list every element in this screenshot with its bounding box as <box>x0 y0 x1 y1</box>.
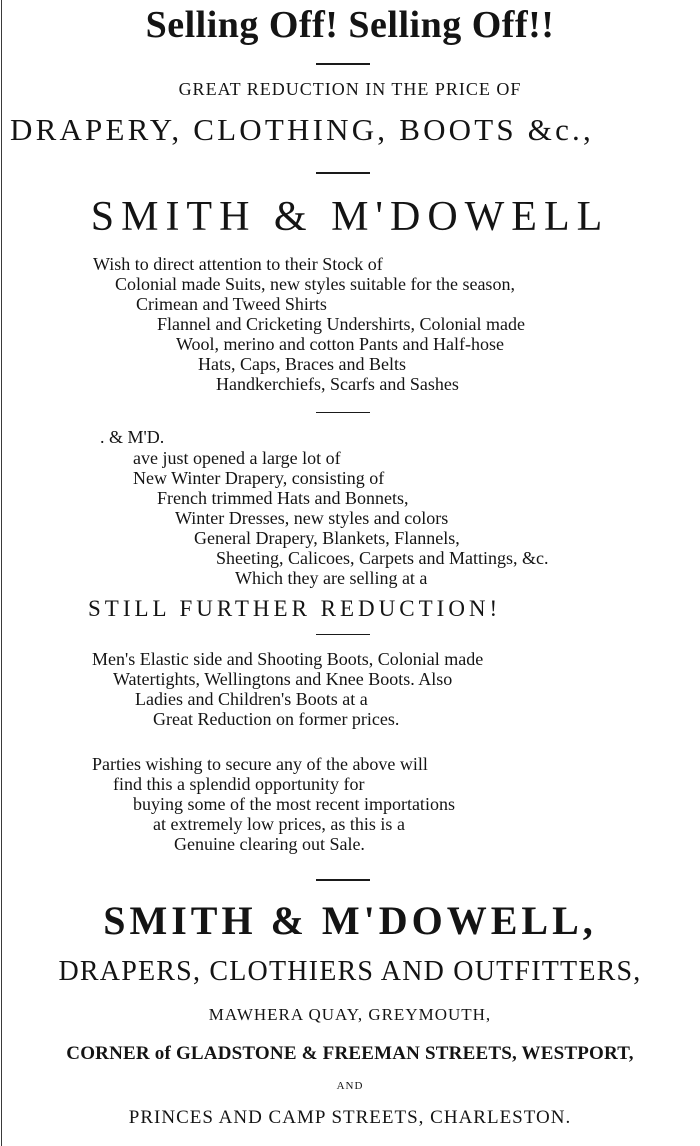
reduction-banner: STILL FURTHER REDUCTION! <box>88 596 502 621</box>
boots-item: Watertights, Wellingtons and Knee Boots. Also <box>113 669 453 689</box>
boots-item: Ladies and Children's Boots at a <box>135 689 368 709</box>
drapery-item: General Drapery, Blankets, Flannels, <box>194 528 460 548</box>
parties-item: Parties wishing to secure any of the above will <box>92 754 428 774</box>
trade-line: DRAPERS, CLOTHIERS AND OUTFITTERS, <box>58 956 642 987</box>
drapery-item: Which they are selling at a <box>235 568 428 588</box>
stock-item: Flannel and Cricketing Undershirts, Colonial made <box>157 314 525 334</box>
divider-rule <box>316 412 370 413</box>
divider-rule <box>316 879 370 881</box>
divider-rule <box>316 63 370 65</box>
stock-item: Handkerchiefs, Scarfs and Sashes <box>216 374 459 394</box>
firm-name-footer: SMITH & M'DOWELL, <box>103 898 597 943</box>
categories-line: DRAPERY, CLOTHING, BOOTS &c., <box>10 112 594 147</box>
divider-rule <box>316 172 370 174</box>
stock-item: Wool, merino and cotton Pants and Half-hose <box>176 334 504 354</box>
subhead: GREAT REDUCTION IN THE PRICE OF <box>178 79 522 99</box>
drapery-item: New Winter Drapery, consisting of <box>133 468 385 488</box>
boots-item: Great Reduction on former prices. <box>153 709 400 729</box>
boots-item: Men's Elastic side and Shooting Boots, Colonial made <box>92 649 484 669</box>
drapery-item: ave just opened a large lot of <box>133 448 341 468</box>
and-separator: AND <box>336 1080 364 1092</box>
stock-item: Hats, Caps, Braces and Belts <box>198 354 406 374</box>
drapery-item: French trimmed Hats and Bonnets, <box>157 488 409 508</box>
parties-item: find this a splendid opportunity for <box>113 774 365 794</box>
drapery-intro: . & M'D. <box>100 427 165 447</box>
address-greymouth: MAWHERA QUAY, GREYMOUTH, <box>208 1005 492 1024</box>
parties-item: Genuine clearing out Sale. <box>174 834 365 854</box>
stock-item: Colonial made Suits, new styles suitable for the season, <box>115 274 515 294</box>
headline: Selling Off! Selling Off!! <box>145 4 555 46</box>
drapery-item: Sheeting, Calicoes, Carpets and Mattings, &c. <box>216 548 549 568</box>
parties-item: at extremely low prices, as this is a <box>153 814 405 834</box>
divider-rule <box>316 634 370 635</box>
drapery-item: Winter Dresses, new styles and colors <box>175 508 449 528</box>
stock-intro: Wish to direct attention to their Stock of <box>93 254 383 274</box>
firm-name-top: SMITH & M'DOWELL <box>90 194 610 240</box>
parties-item: buying some of the most recent importations <box>133 794 455 814</box>
address-charleston: PRINCES AND CAMP STREETS, CHARLESTON. <box>128 1107 572 1128</box>
address-westport: CORNER of GLADSTONE & FREEMAN STREETS, WESTPORT, <box>66 1043 634 1064</box>
stock-item: Crimean and Tweed Shirts <box>136 294 327 314</box>
